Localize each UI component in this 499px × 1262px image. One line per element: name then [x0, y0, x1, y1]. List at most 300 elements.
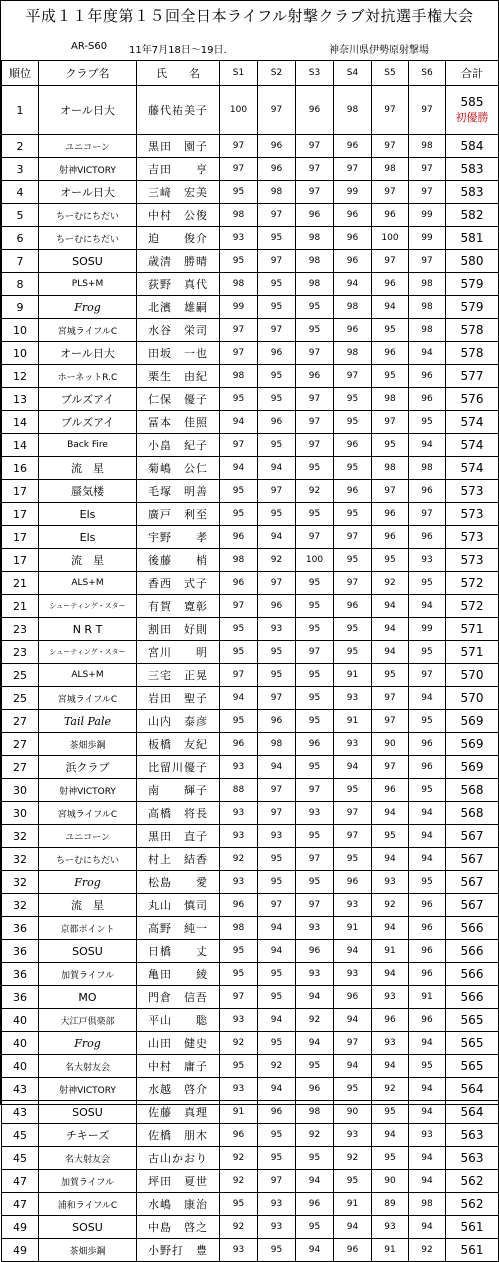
score-s2-cell: 97: [258, 250, 296, 273]
score-s6-cell: 96: [409, 733, 446, 756]
score-s5-cell: 90: [372, 1170, 409, 1193]
score-s6-cell: 94: [409, 825, 446, 848]
name-cell: 藤代祐美子: [137, 86, 220, 135]
score-s1-cell: 93: [220, 1078, 258, 1101]
score-s5-cell: 95: [372, 319, 409, 342]
score-s3-cell: 92: [296, 1009, 334, 1032]
total-cell: 564: [446, 1078, 499, 1101]
score-s1-cell: 91: [220, 1101, 258, 1124]
event-info: [1, 31, 498, 60]
club-cell: SOSU: [39, 1101, 137, 1124]
score-s5-cell: 94: [372, 618, 409, 641]
club-cell: シューティング・スター: [39, 641, 137, 664]
name-cell: 日橋 丈: [137, 940, 220, 963]
score-s5-cell: 91: [372, 940, 409, 963]
club-cell: オール日大: [39, 86, 137, 135]
score-s5-cell: 95: [372, 549, 409, 572]
score-s6-cell: 96: [409, 526, 446, 549]
score-s1-cell: 93: [220, 1009, 258, 1032]
score-s4-cell: 93: [334, 894, 372, 917]
score-s5-cell: 94: [372, 1055, 409, 1078]
score-s4-cell: 95: [334, 1078, 372, 1101]
club-cell: SOSU: [39, 1216, 137, 1239]
total-cell: 566: [446, 917, 499, 940]
total-cell: 564: [446, 1101, 499, 1124]
total-cell: 565: [446, 1032, 499, 1055]
club-cell: SOSU: [39, 940, 137, 963]
score-s4-cell: 97: [334, 365, 372, 388]
table-row: [2, 1032, 499, 1055]
club-cell: シューティング・スター: [39, 595, 137, 618]
score-s5-cell: 94: [372, 641, 409, 664]
event-class: AR-S60: [71, 41, 108, 52]
score-s1-cell: 96: [220, 1124, 258, 1147]
club-cell: ちーむにちだい: [39, 204, 137, 227]
rank-cell: 30: [2, 802, 39, 825]
score-s4-cell: 95: [334, 618, 372, 641]
club-cell: 京都ポイント: [39, 917, 137, 940]
score-s5-cell: 94: [372, 917, 409, 940]
score-s4-cell: 99: [334, 181, 372, 204]
score-s1-cell: 98: [220, 917, 258, 940]
score-s5-cell: 95: [372, 664, 409, 687]
score-s5-cell: 92: [372, 1078, 409, 1101]
total-cell: 566: [446, 940, 499, 963]
table-row: [2, 319, 499, 342]
table-row: [2, 940, 499, 963]
score-s2-cell: 94: [258, 526, 296, 549]
score-s6-cell: 95: [409, 871, 446, 894]
score-s2-cell: 95: [258, 986, 296, 1009]
score-s1-cell: 97: [220, 342, 258, 365]
total-cell: 565: [446, 1009, 499, 1032]
score-s6-cell: 98: [409, 273, 446, 296]
rank-cell: 21: [2, 572, 39, 595]
rank-cell: 25: [2, 687, 39, 710]
score-s1-cell: 93: [220, 1239, 258, 1262]
club-cell: 射神VICTORY: [39, 1078, 137, 1101]
name-cell: 水嶋 康治: [137, 1193, 220, 1216]
name-cell: 三宅 正晃: [137, 664, 220, 687]
score-s5-cell: 94: [372, 848, 409, 871]
score-s2-cell: 95: [258, 963, 296, 986]
score-s3-cell: 95: [296, 825, 334, 848]
total-cell: 569: [446, 710, 499, 733]
table-row: [2, 1124, 499, 1147]
club-cell: ブルズアイ: [39, 411, 137, 434]
score-s2-cell: 97: [258, 572, 296, 595]
score-s6-cell: 94: [409, 1147, 446, 1170]
score-s2-cell: 98: [258, 181, 296, 204]
score-s4-cell: 93: [334, 733, 372, 756]
table-row: [2, 572, 499, 595]
name-cell: 迫 俊介: [137, 227, 220, 250]
rank-cell: 6: [2, 227, 39, 250]
name-cell: 割田 好則: [137, 618, 220, 641]
name-cell: 毛塚 明善: [137, 480, 220, 503]
table-row: [2, 181, 499, 204]
table-row: [2, 963, 499, 986]
table-row: [2, 158, 499, 181]
club-cell: 流 星: [39, 549, 137, 572]
score-s4-cell: 93: [334, 963, 372, 986]
rank-cell: 27: [2, 710, 39, 733]
score-s1-cell: 95: [220, 250, 258, 273]
score-s2-cell: 95: [258, 1032, 296, 1055]
table-row: [2, 227, 499, 250]
results-table: [1, 60, 499, 1262]
table-row: [2, 825, 499, 848]
table-row: [2, 779, 499, 802]
score-s3-cell: 97: [296, 411, 334, 434]
name-cell: 古山かおり: [137, 1147, 220, 1170]
name-cell: 坪田 夏世: [137, 1170, 220, 1193]
score-s6-cell: 95: [409, 710, 446, 733]
score-s3-cell: 95: [296, 503, 334, 526]
total-cell: 574: [446, 434, 499, 457]
club-cell: ちーむにちだい: [39, 848, 137, 871]
table-row: [2, 802, 499, 825]
score-s3-cell: 95: [296, 871, 334, 894]
score-s2-cell: 94: [258, 457, 296, 480]
table-row: [2, 733, 499, 756]
score-s1-cell: 97: [220, 158, 258, 181]
total-cell: 566: [446, 986, 499, 1009]
score-s1-cell: 95: [220, 1193, 258, 1216]
score-s1-cell: 92: [220, 1147, 258, 1170]
score-s3-cell: 97: [296, 779, 334, 802]
name-cell: 高野 純一: [137, 917, 220, 940]
table-row: [2, 411, 499, 434]
rank-cell: 43: [2, 1078, 39, 1101]
score-s3-cell: 96: [296, 365, 334, 388]
total-cell: 571: [446, 618, 499, 641]
col-s3-header: S3: [296, 61, 334, 86]
score-s2-cell: 96: [258, 595, 296, 618]
score-s5-cell: 94: [372, 802, 409, 825]
rank-cell: 49: [2, 1216, 39, 1239]
score-s1-cell: 93: [220, 802, 258, 825]
name-cell: 荻野 真代: [137, 273, 220, 296]
club-cell: ALS+M: [39, 664, 137, 687]
score-s3-cell: 93: [296, 917, 334, 940]
club-cell: 茶畑歩鋼: [39, 733, 137, 756]
score-s3-cell: 97: [296, 894, 334, 917]
table-row: [2, 480, 499, 503]
score-s6-cell: 97: [409, 250, 446, 273]
club-cell: 射神VICTORY: [39, 779, 137, 802]
total-cell: 563: [446, 1124, 499, 1147]
score-s4-cell: 94: [334, 1216, 372, 1239]
score-s5-cell: 95: [372, 1147, 409, 1170]
name-cell: 冨本 佳照: [137, 411, 220, 434]
score-s6-cell: 99: [409, 618, 446, 641]
score-s6-cell: 96: [409, 365, 446, 388]
club-cell: Els: [39, 503, 137, 526]
score-s1-cell: 96: [220, 526, 258, 549]
score-s5-cell: 96: [372, 779, 409, 802]
club-cell: N R T: [39, 618, 137, 641]
name-cell: 宇野 孝: [137, 526, 220, 549]
score-s6-cell: 92: [409, 1239, 446, 1262]
score-s2-cell: 98: [258, 733, 296, 756]
score-s1-cell: 98: [220, 204, 258, 227]
score-s6-cell: 96: [409, 756, 446, 779]
table-row: [2, 986, 499, 1009]
score-s5-cell: 92: [372, 572, 409, 595]
table-row: [2, 1239, 499, 1262]
score-s3-cell: 98: [296, 273, 334, 296]
club-cell: 流 星: [39, 894, 137, 917]
rank-cell: 32: [2, 848, 39, 871]
table-row: [2, 595, 499, 618]
score-s6-cell: 95: [409, 411, 446, 434]
total-cell: 573: [446, 503, 499, 526]
score-s3-cell: 94: [296, 986, 334, 1009]
table-row: [2, 503, 499, 526]
name-cell: 門倉 信吾: [137, 986, 220, 1009]
table-row: [2, 871, 499, 894]
score-s1-cell: 94: [220, 457, 258, 480]
score-s6-cell: 99: [409, 204, 446, 227]
score-s6-cell: 97: [409, 158, 446, 181]
score-s2-cell: 95: [258, 388, 296, 411]
score-s5-cell: 93: [372, 1032, 409, 1055]
table-row: [2, 549, 499, 572]
score-s2-cell: 94: [258, 1078, 296, 1101]
table-row: [2, 641, 499, 664]
score-s5-cell: 96: [372, 204, 409, 227]
score-s6-cell: 96: [409, 1009, 446, 1032]
club-cell: ブルズアイ: [39, 388, 137, 411]
score-s5-cell: 97: [372, 135, 409, 158]
score-s3-cell: 97: [296, 135, 334, 158]
total-cell: 569: [446, 733, 499, 756]
score-s6-cell: 95: [409, 572, 446, 595]
score-s5-cell: 98: [372, 158, 409, 181]
club-cell: 名大射友会: [39, 1055, 137, 1078]
score-s6-cell: 99: [409, 227, 446, 250]
club-cell: 加賀ライフル: [39, 1170, 137, 1193]
name-cell: 比留川優子: [137, 756, 220, 779]
score-s4-cell: 98: [334, 342, 372, 365]
score-s4-cell: 95: [334, 411, 372, 434]
score-s6-cell: 97: [409, 181, 446, 204]
score-s3-cell: 95: [296, 1147, 334, 1170]
score-s1-cell: 95: [220, 641, 258, 664]
event-venue: 神奈川県伊勢原射撃場: [329, 45, 429, 56]
club-cell: Els: [39, 526, 137, 549]
table-row: [2, 434, 499, 457]
score-s2-cell: 97: [258, 802, 296, 825]
name-cell: 平山 聡: [137, 1009, 220, 1032]
score-s6-cell: 95: [409, 641, 446, 664]
total-cell: 567: [446, 894, 499, 917]
club-cell: Back Fire: [39, 434, 137, 457]
score-s4-cell: 96: [334, 986, 372, 1009]
score-s3-cell: 96: [296, 1078, 334, 1101]
score-s4-cell: 91: [334, 710, 372, 733]
score-s4-cell: 92: [334, 1147, 372, 1170]
score-s6-cell: 94: [409, 848, 446, 871]
score-s4-cell: 96: [334, 871, 372, 894]
total-cell: 574: [446, 411, 499, 434]
score-s1-cell: 94: [220, 687, 258, 710]
rank-cell: 8: [2, 273, 39, 296]
total-cell: [446, 86, 499, 135]
club-cell: 宮城ライフルC: [39, 319, 137, 342]
score-s4-cell: 96: [334, 250, 372, 273]
score-s1-cell: 97: [220, 434, 258, 457]
score-s6-cell: 94: [409, 1216, 446, 1239]
score-s1-cell: 93: [220, 756, 258, 779]
score-s1-cell: 93: [220, 871, 258, 894]
score-s6-cell: 94: [409, 1101, 446, 1124]
score-s2-cell: 94: [258, 756, 296, 779]
score-s5-cell: 97: [372, 250, 409, 273]
score-s4-cell: 96: [334, 480, 372, 503]
total-cell: 573: [446, 480, 499, 503]
score-s3-cell: 94: [296, 1170, 334, 1193]
header-row: [2, 61, 499, 86]
table-row: [2, 250, 499, 273]
score-s2-cell: 93: [258, 618, 296, 641]
rank-cell: 25: [2, 664, 39, 687]
score-s1-cell: 93: [220, 227, 258, 250]
score-s2-cell: 95: [258, 1147, 296, 1170]
rank-cell: 12: [2, 365, 39, 388]
score-s4-cell: 96: [334, 135, 372, 158]
score-s4-cell: 90: [334, 1101, 372, 1124]
rank-cell: 13: [2, 388, 39, 411]
rank-cell: 32: [2, 894, 39, 917]
score-s5-cell: 96: [372, 503, 409, 526]
score-s4-cell: 97: [334, 802, 372, 825]
total-cell: 567: [446, 825, 499, 848]
score-s2-cell: 95: [258, 434, 296, 457]
rank-cell: 10: [2, 319, 39, 342]
name-cell: 山田 健史: [137, 1032, 220, 1055]
club-cell: ユニコーン: [39, 825, 137, 848]
rank-cell: 27: [2, 733, 39, 756]
score-s4-cell: 95: [334, 779, 372, 802]
rank-cell: 2: [2, 135, 39, 158]
score-s6-cell: 94: [409, 1078, 446, 1101]
score-s3-cell: 95: [296, 457, 334, 480]
score-s6-cell: 93: [409, 1124, 446, 1147]
name-cell: 水越 啓介: [137, 1078, 220, 1101]
name-cell: 三﨑 宏美: [137, 181, 220, 204]
table-row: [2, 1078, 499, 1101]
total-cell: 568: [446, 779, 499, 802]
score-s1-cell: 95: [220, 181, 258, 204]
total-cell: 571: [446, 641, 499, 664]
club-cell: 大江戸倶楽部: [39, 1009, 137, 1032]
score-s1-cell: 96: [220, 894, 258, 917]
score-s3-cell: 96: [296, 1193, 334, 1216]
score-s5-cell: 97: [372, 411, 409, 434]
first-win-note: 初優勝: [455, 111, 489, 124]
rank-cell: 17: [2, 480, 39, 503]
score-s3-cell: 98: [296, 250, 334, 273]
score-s6-cell: 96: [409, 480, 446, 503]
score-s2-cell: 95: [258, 227, 296, 250]
score-s4-cell: 97: [334, 1032, 372, 1055]
score-s2-cell: 92: [258, 1055, 296, 1078]
name-cell: 佐藤 真理: [137, 1101, 220, 1124]
rank-cell: 9: [2, 296, 39, 319]
rank-cell: 27: [2, 756, 39, 779]
club-cell: MO: [39, 986, 137, 1009]
total-cell: 572: [446, 595, 499, 618]
col-rank-header: 順位: [2, 61, 39, 86]
name-cell: 岩田 聖子: [137, 687, 220, 710]
club-cell: ユニコーン: [39, 135, 137, 158]
score-s5-cell: 94: [372, 296, 409, 319]
score-s1-cell: 95: [220, 1055, 258, 1078]
score-s3-cell: 100: [296, 549, 334, 572]
rank-cell: 1: [2, 86, 39, 135]
rank-cell: 49: [2, 1239, 39, 1262]
rank-cell: 36: [2, 986, 39, 1009]
total-cell: 561: [446, 1239, 499, 1262]
club-cell: 名大射友会: [39, 1147, 137, 1170]
total-cell: 573: [446, 526, 499, 549]
score-s4-cell: 98: [334, 296, 372, 319]
total-cell: 578: [446, 319, 499, 342]
score-s3-cell: 97: [296, 388, 334, 411]
total-cell: 565: [446, 1055, 499, 1078]
score-s3-cell: 98: [296, 227, 334, 250]
score-s3-cell: 94: [296, 1239, 334, 1262]
score-s3-cell: 97: [296, 434, 334, 457]
score-s4-cell: 97: [334, 572, 372, 595]
club-cell: ALS+M: [39, 572, 137, 595]
score-s4-cell: 94: [334, 1055, 372, 1078]
rank-cell: 17: [2, 526, 39, 549]
total-cell: 563: [446, 1147, 499, 1170]
total-cell: 561: [446, 1216, 499, 1239]
score-s2-cell: 95: [258, 296, 296, 319]
score-s4-cell: 97: [334, 825, 372, 848]
club-cell: Tail Pale: [39, 710, 137, 733]
total-cell: 579: [446, 273, 499, 296]
name-cell: 田坂 一也: [137, 342, 220, 365]
table-row: [2, 1101, 499, 1124]
score-s5-cell: 94: [372, 595, 409, 618]
name-cell: 廣戸 利至: [137, 503, 220, 526]
col-name-header: 氏 名: [137, 61, 220, 86]
score-s2-cell: 95: [258, 1239, 296, 1262]
score-s5-cell: 94: [372, 1124, 409, 1147]
score-s5-cell: 90: [372, 733, 409, 756]
club-cell: オール日大: [39, 181, 137, 204]
score-s3-cell: 95: [296, 319, 334, 342]
rank-cell: 14: [2, 411, 39, 434]
club-cell: ホーネットR.C: [39, 365, 137, 388]
total-cell: 562: [446, 1193, 499, 1216]
rank-cell: 36: [2, 963, 39, 986]
score-s2-cell: 93: [258, 825, 296, 848]
score-s2-cell: 97: [258, 1170, 296, 1193]
rank-cell: 5: [2, 204, 39, 227]
score-s1-cell: 93: [220, 825, 258, 848]
score-s4-cell: 96: [334, 227, 372, 250]
score-s6-cell: 94: [409, 595, 446, 618]
event-date: 11年7月18日～19日.: [129, 45, 227, 56]
score-s3-cell: 95: [296, 710, 334, 733]
score-s1-cell: 95: [220, 618, 258, 641]
